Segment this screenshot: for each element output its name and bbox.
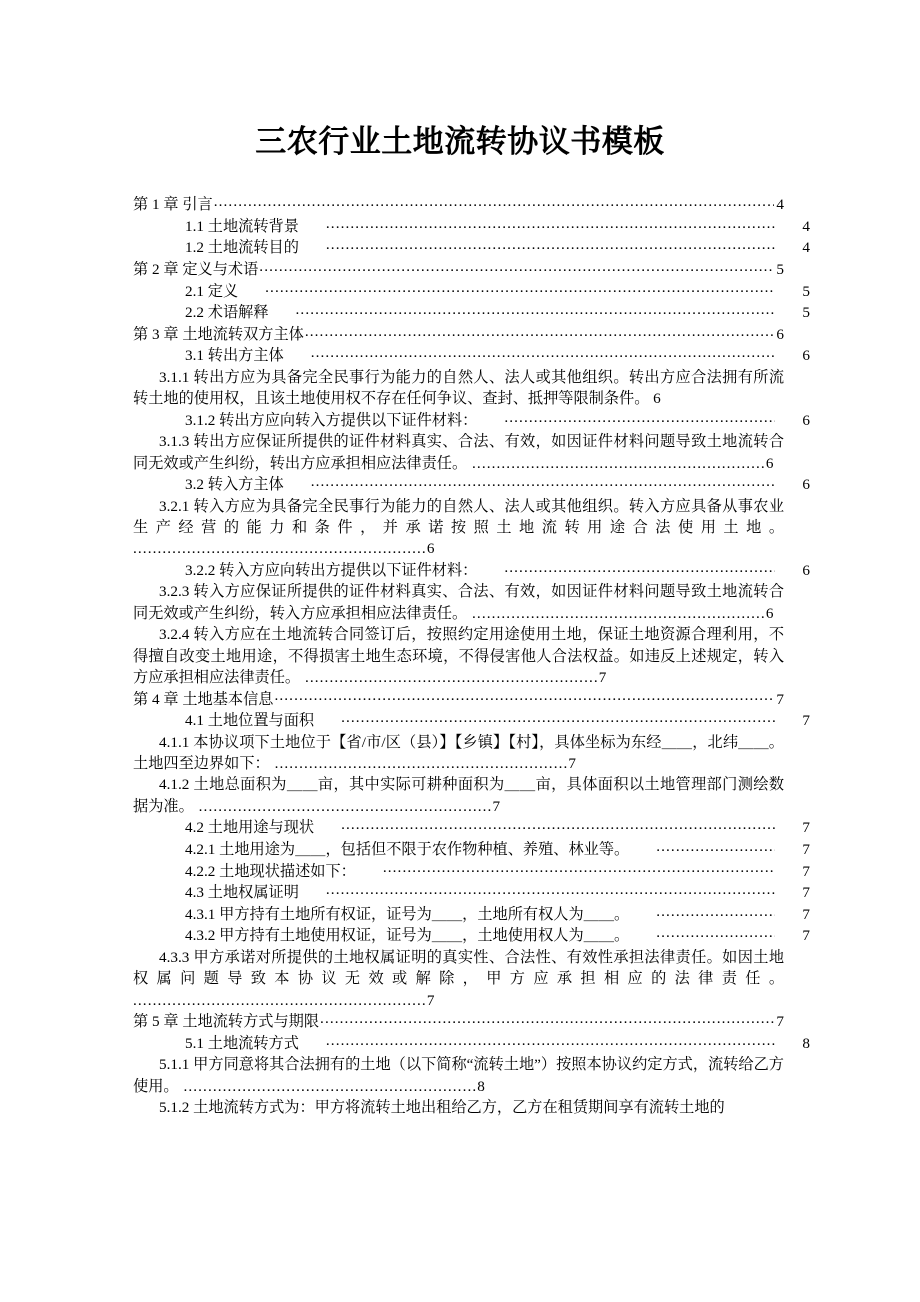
toc-entry-text: 4.2.1 土地用途为＿＿，包括但不限于农作物种植、养殖、林业等。 [185, 841, 630, 858]
toc-page-number: 6 [802, 411, 810, 429]
toc-page-number: 4 [776, 196, 784, 214]
toc-entry[interactable] [133, 710, 810, 732]
toc-entry-text: 1.1 土地流转背景 [185, 217, 299, 235]
toc-leader-dots [478, 560, 775, 575]
toc-leader-dots [357, 860, 776, 875]
toc-entry[interactable] [133, 904, 810, 926]
toc-entry[interactable] [133, 367, 784, 410]
toc-entry[interactable] [133, 839, 810, 861]
page-title: 三农行业土地流转协议书模板 [255, 124, 665, 159]
toc-page-number: 8 [802, 1034, 810, 1052]
toc-leader-dots [300, 882, 776, 897]
toc-page-number: 7 [802, 905, 810, 923]
toc-entry-text: 1.2 土地流转目的 [185, 239, 299, 257]
toc-page-number: 6 [776, 325, 784, 343]
toc-page-number: 6 [765, 454, 774, 472]
toc-entry-text: 3.2.4 转入方应在土地流转合同签订后，按照约定用途使用土地，保证土地资源合理利用，不得擅自改变土地用途，不得损害土地生态环境，不得侵害他人合法权益。如违反上述规定，转入方应承担相应法律责任。 [133, 626, 784, 686]
toc-entry[interactable] [133, 882, 810, 904]
toc-entry[interactable] [133, 259, 784, 281]
toc-leader-dots [630, 904, 775, 919]
toc-entry[interactable] [133, 280, 810, 302]
toc-leader-dots: ............................................................ [178, 1077, 478, 1095]
toc-leader-dots: ............................................................ [133, 991, 427, 1009]
toc-page-number: 5 [802, 304, 810, 322]
toc-page-number: 7 [802, 862, 810, 880]
toc-entry-text: 4.1.1 本协议项下土地位于【省/市/区（县）】【乡镇】【村】，具体坐标为东经＿＿，北纬＿＿。土地四至边界如下： [133, 733, 784, 772]
toc-entry[interactable] [133, 817, 810, 839]
toc-entry-text: 5.1 土地流转方式 [185, 1034, 299, 1052]
toc-entry[interactable] [133, 688, 784, 710]
toc-entry[interactable] [133, 1011, 784, 1033]
toc-entry[interactable] [133, 560, 810, 582]
toc-entry[interactable] [133, 1054, 784, 1097]
toc-page-number: 7 [802, 712, 810, 730]
toc-leader-dots [285, 345, 776, 360]
toc-page-number: 5 [776, 260, 784, 278]
toc-entry[interactable] [133, 324, 784, 346]
toc-entry-text: 2.1 定义 [185, 282, 239, 300]
toc-entry-text: 4.1 土地位置与面积 [185, 712, 315, 730]
toc-leader-dots [320, 1011, 774, 1026]
toc-leader-dots [274, 688, 774, 703]
toc-entry-text: 3.1.3 转出方应保证所提供的证件材料真实、合法、有效，如因证件材料问题导致土地流转合同无效或产生纠纷，转出方应承担相应法律责任。 [133, 433, 784, 472]
toc-entry[interactable] [133, 925, 810, 947]
toc-entry[interactable] [133, 474, 810, 496]
toc-entry-text: 4.1.2 土地总面积为＿＿亩，其中实际可耕种面积为＿＿亩，具体面积以土地管理部门测绘数据为准。 [133, 776, 784, 815]
toc-entry[interactable] [133, 431, 784, 474]
toc-entry[interactable] [133, 1097, 784, 1118]
toc-page-number: 6 [802, 347, 810, 365]
toc-entry[interactable] [133, 624, 784, 688]
toc-entry[interactable] [133, 947, 784, 1011]
toc-leader-dots [300, 1033, 776, 1048]
toc-page-number: 7 [426, 991, 435, 1009]
toc-leader-dots: ............................................................ [193, 797, 493, 815]
toc-page-number: 7 [568, 755, 576, 772]
toc-entry[interactable] [133, 345, 810, 367]
toc-leader-dots [285, 474, 776, 489]
toc-entry[interactable] [133, 237, 810, 259]
toc-entry[interactable] [133, 302, 810, 324]
toc-entry-text: 第 3 章 土地流转双方主体 [133, 325, 304, 343]
toc-entry-text: 2.2 术语解释 [185, 304, 269, 322]
toc-leader-dots [305, 324, 774, 339]
toc-page-number: 6 [426, 540, 435, 558]
toc-page-number: 8 [477, 1077, 485, 1095]
toc-leader-dots [315, 817, 775, 832]
toc-leader-dots [478, 410, 775, 425]
toc-leader-dots: ............................................................ [467, 604, 766, 622]
toc-page-number: 7 [492, 797, 501, 815]
toc-leader-dots [630, 925, 775, 940]
toc-entry-text: 3.2.1 转入方应为具备完全民事行为能力的自然人、法人或其他组织。转入方应具备从事农业生产经营的能力和条件，并承诺按照土地流转用途合法使用土地。 [133, 497, 784, 536]
toc-page-number: 5 [802, 282, 810, 300]
toc-entry-text: 3.2 转入方主体 [185, 476, 284, 494]
toc-leader-dots [259, 259, 774, 274]
toc-entry-text: 第 4 章 土地基本信息 [133, 690, 274, 708]
toc-leader-dots: ............................................................ [467, 454, 766, 472]
toc-page-number: 6 [802, 561, 810, 579]
toc-page-number: 4 [802, 239, 810, 257]
toc-entry-text: 4.3 土地权属证明 [185, 884, 299, 902]
toc-leader-dots [315, 710, 775, 725]
toc-page-number: 7 [802, 927, 810, 945]
toc-entry[interactable] [133, 496, 784, 560]
toc-page-number: 6 [802, 476, 810, 494]
toc-leader-dots [270, 302, 776, 317]
toc-leader-dots: ............................................................ [133, 540, 427, 558]
toc-entry[interactable] [133, 774, 784, 817]
toc-entry-text: 4.3.2 甲方持有土地使用权证，证号为＿＿，土地使用权人为＿＿。 [185, 927, 630, 945]
toc-entry-text: 第 5 章 土地流转方式与期限 [133, 1013, 320, 1031]
toc-entry-text: 4.2 土地用途与现状 [185, 819, 315, 837]
toc-entry-text: 5.1.2 土地流转方式为：甲方将流转土地出租给乙方，乙方在租赁期间享有流转土地的 [159, 1099, 725, 1116]
table-of-contents [133, 194, 810, 1118]
toc-leader-dots [214, 194, 774, 209]
toc-entry[interactable] [133, 216, 810, 238]
toc-leader-dots [300, 216, 776, 231]
toc-leader-dots [239, 280, 775, 295]
toc-page-number: 7 [776, 690, 784, 708]
toc-entry-text: 3.1.1 转出方应为具备完全民事行为能力的自然人、法人或其他组织。转出方应合法拥有所流转土地的使用权，且该土地使用权不存在任何争议、查封、抵押等限制条件。 [133, 368, 784, 408]
toc-entry-text: 3.2.3 转入方应保证所提供的证件材料真实、合法、有效，如因证件材料问题导致土地流转合同无效或产生纠纷，转入方应承担相应法律责任。 [133, 583, 784, 622]
toc-entry-text: 4.3.1 甲方持有土地所有权证，证号为＿＿，土地所有权人为＿＿。 [185, 905, 630, 923]
toc-entry-text: 3.1 转出方主体 [185, 347, 284, 365]
toc-page-number: 7 [776, 1013, 784, 1031]
toc-entry-text: 3.1.2 转出方应向转入方提供以下证件材料： [185, 411, 478, 429]
toc-page-number: 6 [765, 604, 774, 622]
toc-leader-dots [630, 839, 775, 854]
toc-entry[interactable] [133, 860, 810, 882]
toc-page-number: 6 [653, 390, 661, 408]
toc-entry[interactable] [133, 194, 784, 216]
toc-entry-text: 3.2.2 转入方应向转出方提供以下证件材料： [185, 561, 478, 579]
toc-entry[interactable] [133, 581, 784, 624]
toc-entry-text: 4.2.2 土地现状描述如下： [185, 862, 356, 880]
toc-page-number: 7 [802, 841, 810, 858]
toc-page-number: 4 [802, 217, 810, 235]
toc-entry-text: 5.1.1 甲方同意将其合法拥有的土地（以下简称“流转土地”）按照本协议约定方式，流转给乙方使用。 [133, 1056, 784, 1095]
toc-leader-dots: ............................................................ [269, 755, 569, 772]
toc-page-number: 7 [802, 884, 810, 902]
toc-entry[interactable] [133, 732, 784, 775]
toc-entry-text: 第 1 章 引言 [133, 196, 213, 214]
toc-entry[interactable] [133, 410, 810, 432]
toc-page-number: 7 [598, 669, 607, 686]
toc-entry-text: 第 2 章 定义与术语 [133, 260, 259, 278]
toc-entry-text: 4.3.3 甲方承诺对所提供的土地权属证明的真实性、合法性、有效性承担法律责任。如因土地权属问题导致本协议无效或解除，甲方应承担相应的法律责任。 [133, 948, 784, 988]
toc-leader-dots [300, 237, 776, 252]
toc-entry[interactable] [133, 1033, 810, 1055]
toc-page-number: 7 [802, 819, 810, 837]
toc-leader-dots: ............................................................ [300, 669, 599, 686]
